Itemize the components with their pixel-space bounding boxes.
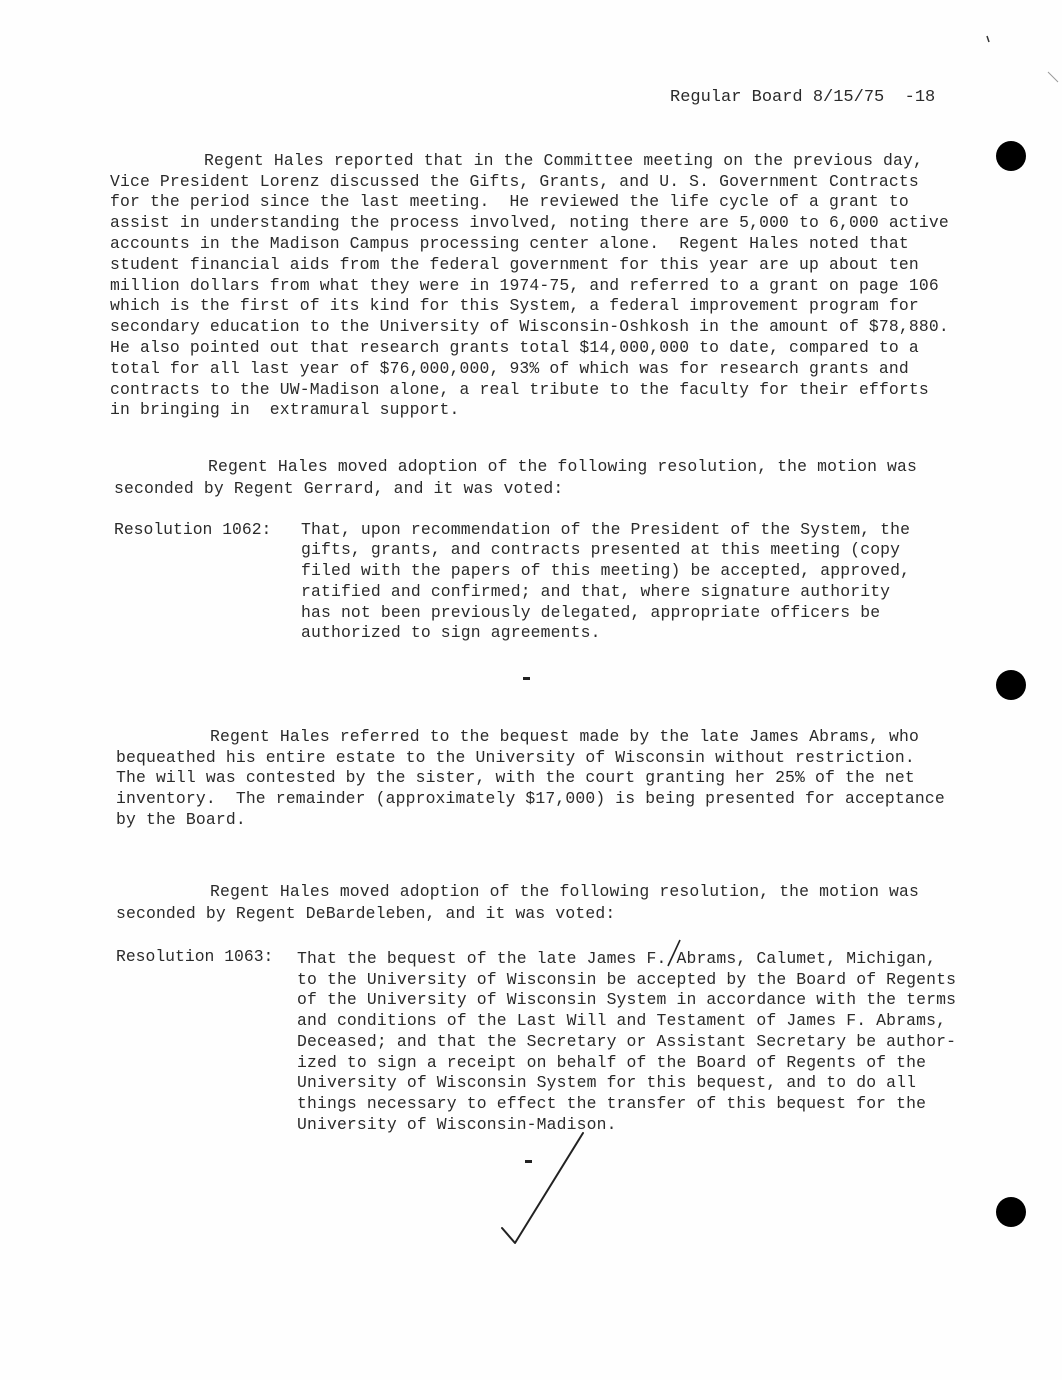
text-line: ized to sign a receipt on behalf of the Board of Regents of the — [297, 1053, 927, 1072]
text-line: bequeathed his entire estate to the University of Wisconsin without restriction. — [116, 748, 915, 767]
text-line: for the period since the last meeting. He reviewed the life cycle of a grant to — [110, 192, 909, 211]
text-line: Vice President Lorenz discussed the Gifts, Grants, and U. S. Government Contracts — [110, 172, 919, 191]
text-line: Regent Hales moved adoption of the following resolution, the motion was — [210, 882, 920, 901]
text-line: which is the first of its kind for this System, a federal improvement program for — [110, 296, 919, 315]
text-line: He also pointed out that research grants total $14,000,000 to date, compared to a — [110, 338, 919, 357]
text-line: student financial aids from the federal government for this year are up about ten — [110, 255, 919, 274]
text-line: seconded by Regent Gerrard, and it was voted: — [114, 479, 564, 498]
text-line: by the Board. — [116, 810, 246, 829]
page-header: Regular Board 8/15/75 -18 — [670, 88, 936, 107]
text-line: filed with the papers of this meeting) be accepted, approved, — [301, 561, 911, 580]
text-line: seconded by Regent DeBardeleben, and it was voted: — [116, 904, 616, 923]
stray-mark — [987, 36, 989, 42]
resolution-label: Resolution 1062: — [114, 520, 272, 539]
text-line: That the bequest of the late James F. Abrams, Calumet, Michigan, — [297, 949, 937, 968]
text-line: Regent Hales reported that in the Committee meeting on the previous day, — [204, 151, 923, 170]
text-line: That, upon recommendation of the President of the System, the — [301, 520, 911, 539]
text-line: secondary education to the University of Wisconsin-Oshkosh in the amount of $78,880. — [110, 317, 949, 336]
pen-tick-mark — [668, 940, 680, 966]
text-line: has not been previously delegated, appropriate officers be — [301, 603, 881, 622]
text-line: in bringing in extramural support. — [110, 400, 460, 419]
text-line: Deceased; and that the Secretary or Assistant Secretary be author- — [297, 1032, 957, 1051]
text-line: assist in understanding the process involved, noting there are 5,000 to 6,000 active — [110, 213, 949, 232]
text-line: University of Wisconsin-Madison. — [297, 1115, 617, 1134]
text-line: contracts to the UW-Madison alone, a real tribute to the faculty for their efforts — [110, 380, 929, 399]
text-line: inventory. The remainder (approximately $17,000) is being presented for acceptance — [116, 789, 945, 808]
checkmark-icon — [502, 1133, 583, 1243]
text-line: million dollars from what they were in 1974-75, and referred to a grant on page 106 — [110, 276, 939, 295]
text-line: gifts, grants, and contracts presented at this meeting (copy — [301, 540, 901, 559]
text-line: of the University of Wisconsin System in accordance with the terms — [297, 990, 957, 1009]
text-line: ratified and confirmed; and that, where signature authority — [301, 582, 891, 601]
text-line: The will was contested by the sister, with the court granting her 25% of the net — [116, 768, 915, 787]
text-line: authorized to sign agreements. — [301, 623, 601, 642]
text-line: things necessary to effect the transfer of this bequest for the — [297, 1094, 927, 1113]
text-line: University of Wisconsin System for this bequest, and to do all — [297, 1073, 917, 1092]
text-line: and conditions of the Last Will and Testament of James F. Abrams, — [297, 1011, 947, 1030]
text-line: Regent Hales moved adoption of the following resolution, the motion was — [208, 457, 918, 476]
text-line: to the University of Wisconsin be accepted by the Board of Regents — [297, 970, 957, 989]
stray-mark — [1048, 72, 1058, 82]
text-line: Regent Hales referred to the bequest made by the late James Abrams, who — [210, 727, 920, 746]
text-line: accounts in the Madison Campus processing center alone. Regent Hales noted that — [110, 234, 909, 253]
text-line: total for all last year of $76,000,000, 93% of which was for research grants and — [110, 359, 909, 378]
resolution-label: Resolution 1063: — [116, 947, 274, 966]
